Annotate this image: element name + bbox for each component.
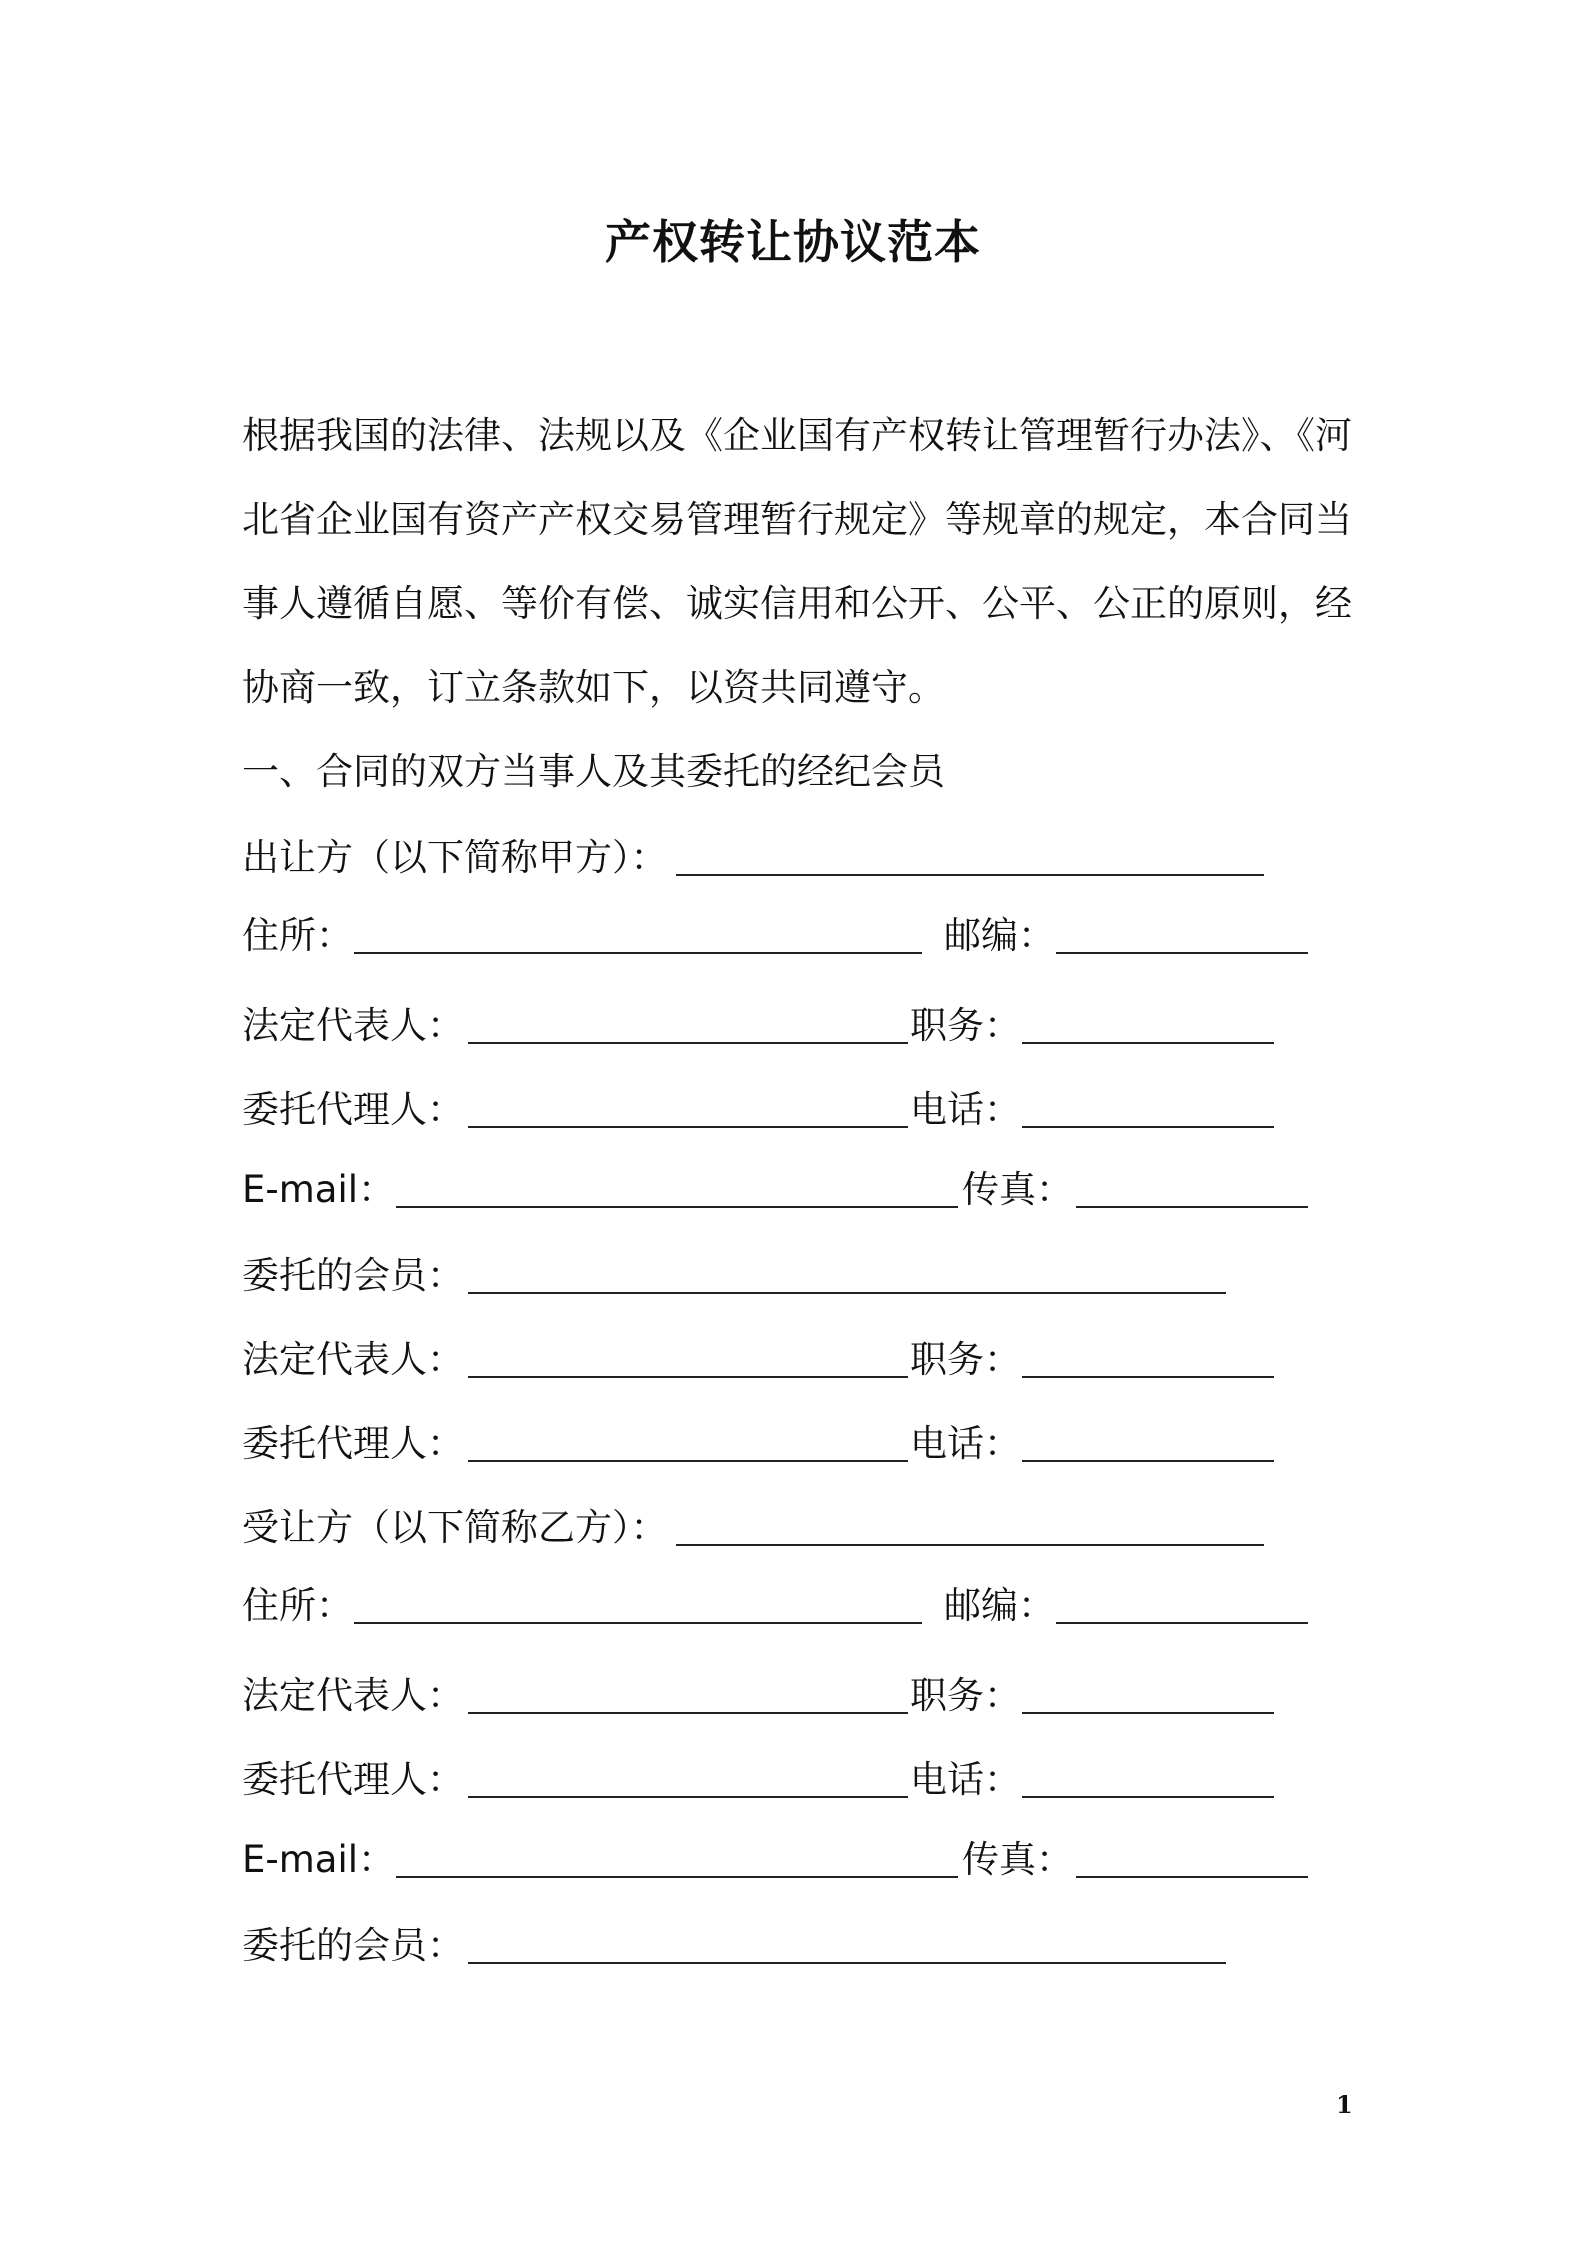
position-blank[interactable] <box>1022 1712 1274 1714</box>
email-label: E-mail： <box>242 1168 396 1211</box>
transferee-blank[interactable] <box>676 1544 1264 1546</box>
intro-line-1: 根据我国的法律、法规以及《企业国有产权转让管理暂行办法》、《河 <box>242 414 1352 457</box>
document-title: 产权转让协议范本 <box>605 215 981 269</box>
postcode-blank[interactable] <box>1056 1622 1308 1624</box>
legal-rep-blank[interactable] <box>468 1042 908 1044</box>
page-number: 1 <box>1336 2090 1353 2119</box>
email-blank[interactable] <box>396 1876 958 1878</box>
agent-label: 委托代理人： <box>242 1088 464 1131</box>
position-label: 职务： <box>910 1674 1021 1717</box>
fax-blank[interactable] <box>1076 1206 1308 1208</box>
legal-rep-label: 法定代表人： <box>242 1674 464 1717</box>
member-blank[interactable] <box>468 1292 1226 1294</box>
address-label: 住所： <box>242 914 353 957</box>
postcode-label: 邮编： <box>944 1584 1055 1627</box>
intro-line-3: 事人遵循自愿、等价有偿、诚实信用和公开、公平、公正的原则，经 <box>242 582 1352 625</box>
fax-label: 传真： <box>962 1838 1073 1881</box>
agent-label: 委托代理人： <box>242 1422 464 1465</box>
phone-blank[interactable] <box>1022 1126 1274 1128</box>
transferor-label: 出让方（以下简称甲方）： <box>242 836 668 879</box>
legal-rep-blank[interactable] <box>468 1376 908 1378</box>
agent-blank[interactable] <box>468 1460 908 1462</box>
position-blank[interactable] <box>1022 1042 1274 1044</box>
position-label: 职务： <box>910 1004 1021 1047</box>
address-label: 住所： <box>242 1584 353 1627</box>
member-label: 委托的会员： <box>242 1254 464 1297</box>
agent-blank[interactable] <box>468 1126 908 1128</box>
address-blank[interactable] <box>354 952 922 954</box>
fax-blank[interactable] <box>1076 1876 1308 1878</box>
member-label: 委托的会员： <box>242 1924 464 1967</box>
postcode-blank[interactable] <box>1056 952 1308 954</box>
member-blank[interactable] <box>468 1962 1226 1964</box>
email-blank[interactable] <box>396 1206 958 1208</box>
email-label: E-mail： <box>242 1838 396 1881</box>
phone-blank[interactable] <box>1022 1460 1274 1462</box>
phone-label: 电话： <box>910 1758 1021 1801</box>
intro-line-4: 协商一致，订立条款如下，以资共同遵守。 <box>242 666 945 709</box>
section-heading-parties: 一、合同的双方当事人及其委托的经纪会员 <box>242 750 945 793</box>
postcode-label: 邮编： <box>944 914 1055 957</box>
position-label: 职务： <box>910 1338 1021 1381</box>
phone-blank[interactable] <box>1022 1796 1274 1798</box>
fax-label: 传真： <box>962 1168 1073 1211</box>
transferor-blank[interactable] <box>676 874 1264 876</box>
legal-rep-label: 法定代表人： <box>242 1338 464 1381</box>
agent-blank[interactable] <box>468 1796 908 1798</box>
position-blank[interactable] <box>1022 1376 1274 1378</box>
phone-label: 电话： <box>910 1088 1021 1131</box>
address-blank[interactable] <box>354 1622 922 1624</box>
agent-label: 委托代理人： <box>242 1758 464 1801</box>
transferee-label: 受让方（以下简称乙方）： <box>242 1506 668 1549</box>
phone-label: 电话： <box>910 1422 1021 1465</box>
intro-line-2: 北省企业国有资产产权交易管理暂行规定》等规章的规定，本合同当 <box>242 498 1352 541</box>
legal-rep-label: 法定代表人： <box>242 1004 464 1047</box>
legal-rep-blank[interactable] <box>468 1712 908 1714</box>
